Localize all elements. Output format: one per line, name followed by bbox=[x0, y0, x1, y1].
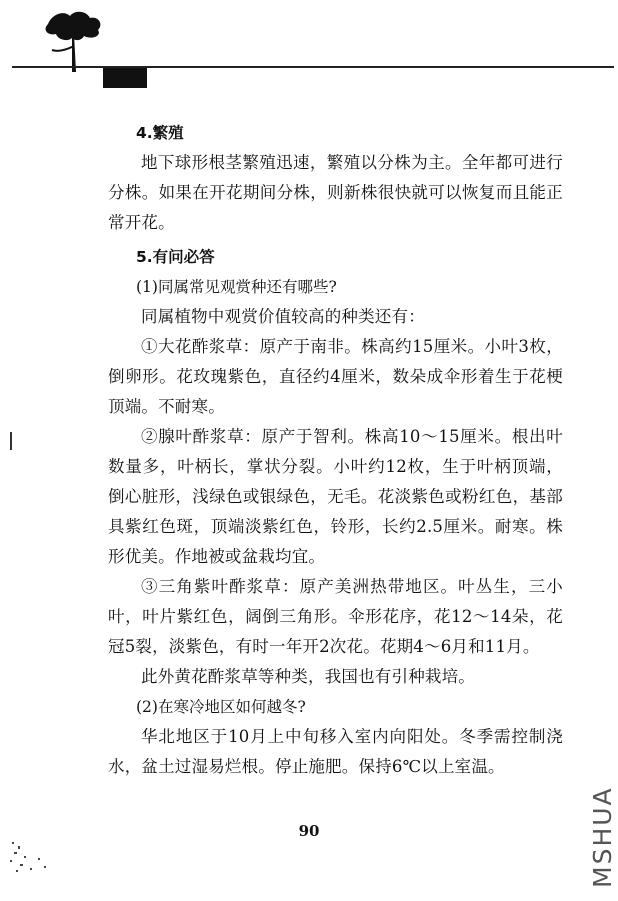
header-block bbox=[103, 68, 147, 88]
paragraph: ②腺叶酢浆草：原产于智利。株高10～15厘米。根出叶数量多，叶柄长，掌状分裂。小叶约12枚，生于叶柄顶端，倒心脏形，浅绿色或银绿色，无毛。花淡紫色或粉红色，基部具紫红色斑，顶端淡紫红色，铃形，长约2.5厘米。耐寒。株形优美。作地被或盆栽均宜。 bbox=[108, 427, 563, 566]
watermark bbox=[586, 780, 616, 890]
paragraph: 同属植物中观赏价值较高的种类还有： bbox=[141, 307, 425, 326]
scan-mark bbox=[10, 432, 12, 450]
scan-dots bbox=[4, 838, 64, 878]
paragraph: ③三角紫叶酢浆草：原产美洲热带地区。叶丛生，三小叶，叶片紫红色，阔倒三角形。伞形花序，花12～14朵，花冠5裂，淡紫色，有时一年开2次花。花期4～6月和11月。 bbox=[108, 577, 563, 656]
section-heading: 4.繁殖 bbox=[136, 124, 184, 142]
section-heading: 5.有问必答 bbox=[136, 248, 215, 266]
question-heading: (2)在寒冷地区如何越冬? bbox=[136, 698, 306, 716]
paragraph: 华北地区于10月上中旬移入室内向阳处。冬季需控制浇水，盆土过湿易烂根。停止施肥。保持6℃以上室温。 bbox=[108, 727, 563, 776]
paragraph: ①大花酢浆草：原产于南非。株高约15厘米。小叶3枚，倒卵形。花玫瑰紫色，直径约4厘米，数朵成伞形着生于花梗顶端。不耐寒。 bbox=[108, 337, 563, 416]
paragraph: 地下球形根茎繁殖迅速，繁殖以分株为主。全年都可进行分株。如果在开花期间分株，则新株很快就可以恢复而且能正常开花。 bbox=[108, 153, 563, 232]
page-content bbox=[108, 118, 563, 782]
watermark-text: MSHUA bbox=[588, 786, 617, 888]
page-number: 90 bbox=[298, 822, 320, 840]
paragraph: 此外黄花酢浆草等种类，我国也有引种栽培。 bbox=[141, 667, 475, 686]
question-heading: (1)同属常见观赏种还有哪些? bbox=[136, 278, 337, 296]
